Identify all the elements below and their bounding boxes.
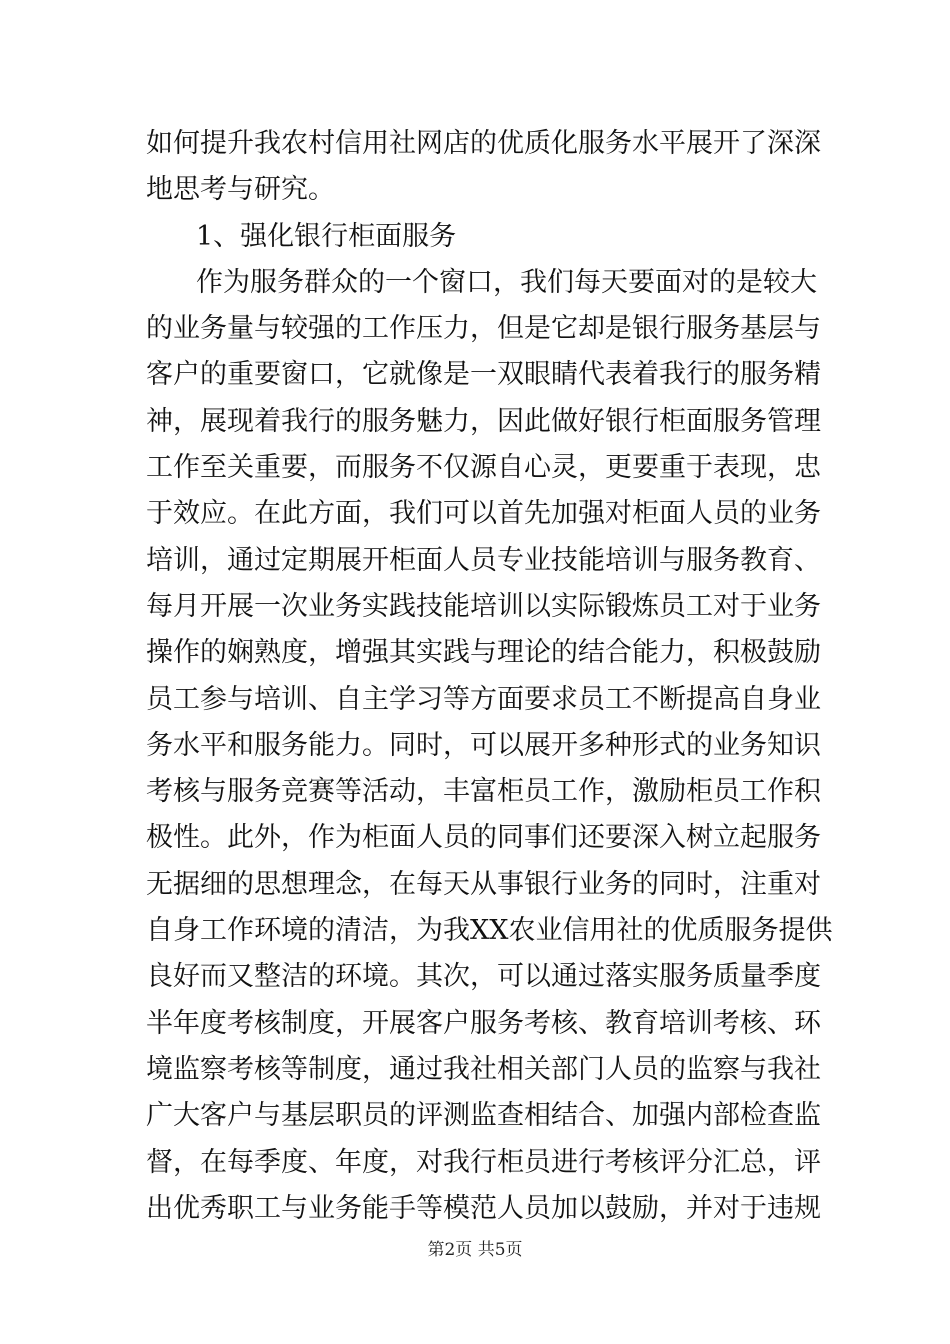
body-text-line: 出优秀职工与业务能手等模范人员加以鼓励，并对于违规: [146, 1193, 821, 1224]
body-text-line: 广大客户与基层职员的评测监查相结合、加强内部检查监: [146, 1100, 821, 1131]
body-text-line: 无据细的思想理念，在每天从事银行业务的同时，注重对: [146, 869, 821, 900]
body-text-line: 工作至关重要，而服务不仅源自心灵，更要重于表现，忠: [146, 452, 821, 483]
body-text-line: 良好而又整洁的环境。其次，可以通过落实服务质量季度: [146, 961, 821, 992]
body-text-line: 培训，通过定期展开柜面人员专业技能培训与服务教育、: [146, 545, 821, 576]
body-text-line: 自身工作环境的清洁，为我XX农业信用社的优质服务提供: [146, 915, 833, 946]
body-text-line: 地思考与研究。: [146, 174, 335, 205]
body-text-line: 的业务量与较强的工作压力，但是它却是银行服务基层与: [146, 313, 821, 344]
body-text-line: 极性。此外，作为柜面人员的同事们还要深入树立起服务: [146, 822, 821, 853]
body-text-line: 半年度考核制度，开展客户服务考核、教育培训考核、环: [146, 1008, 821, 1039]
body-text-line: 客户的重要窗口，它就像是一双眼睛代表着我行的服务精: [146, 359, 821, 390]
body-text-line: 神，展现着我行的服务魅力，因此做好银行柜面服务管理: [146, 406, 821, 437]
page-number-footer: 第2页 共5页: [427, 1240, 523, 1260]
body-text-line: 于效应。在此方面，我们可以首先加强对柜面人员的业务: [146, 498, 821, 529]
body-text-line: 境监察考核等制度，通过我社相关部门人员的监察与我社: [146, 1054, 821, 1085]
section-heading: 1、强化银行柜面服务: [196, 221, 457, 252]
body-text-line: 如何提升我农村信用社网店的优质化服务水平展开了深深: [146, 128, 821, 159]
body-text-line: 督，在每季度、年度，对我行柜员进行考核评分汇总，评: [146, 1147, 821, 1178]
body-text-line: 作为服务群众的一个窗口，我们每天要面对的是较大: [196, 267, 817, 298]
body-text-line: 务水平和服务能力。同时，可以展开多种形式的业务知识: [146, 730, 821, 761]
body-text-line: 考核与服务竞赛等活动，丰富柜员工作，激励柜员工作积: [146, 776, 821, 807]
body-text-line: 操作的娴熟度，增强其实践与理论的结合能力，积极鼓励: [146, 637, 821, 668]
body-text-line: 每月开展一次业务实践技能培训以实际锻炼员工对于业务: [146, 591, 821, 622]
body-text-line: 员工参与培训、自主学习等方面要求员工不断提高自身业: [146, 684, 821, 715]
